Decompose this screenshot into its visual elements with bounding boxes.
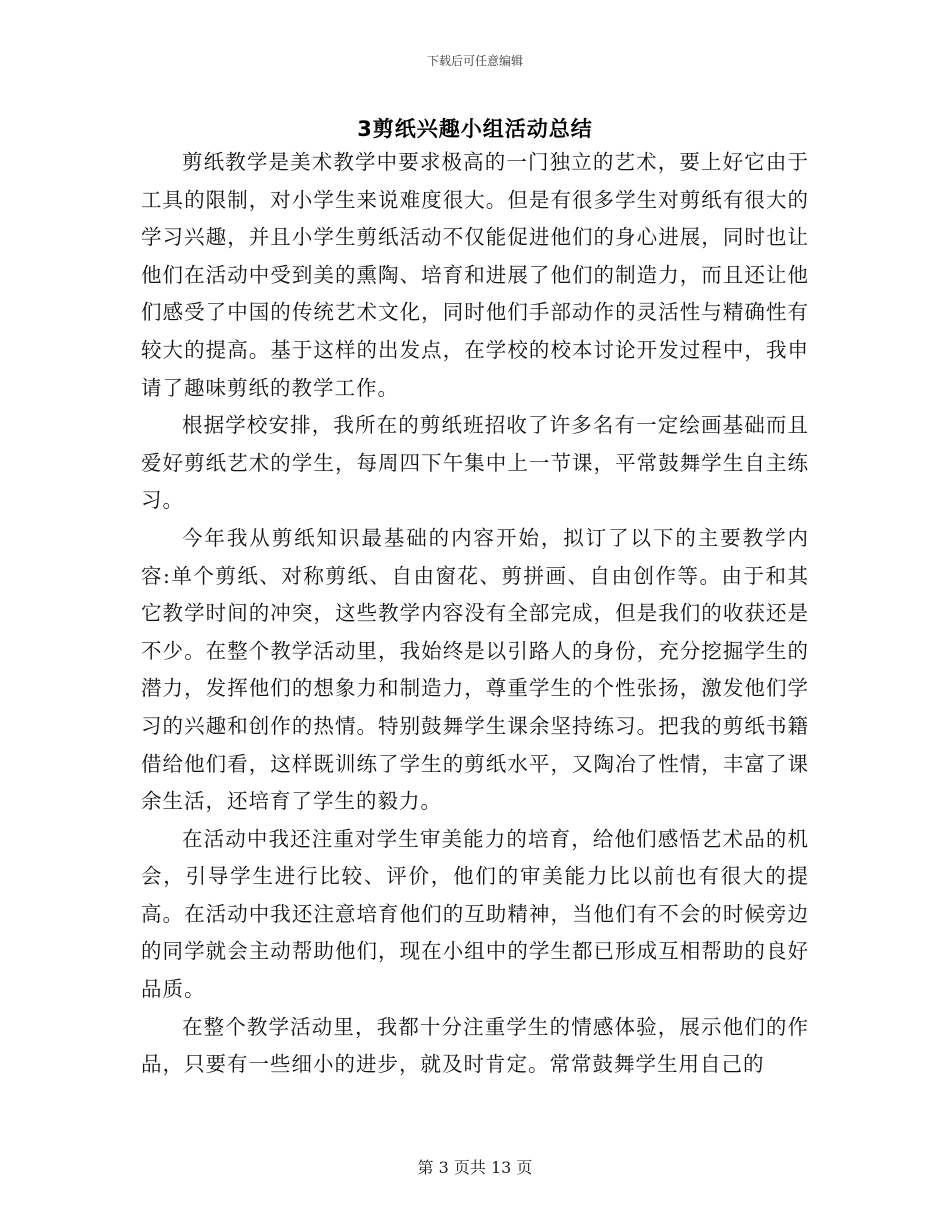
page-number: 第 3 页共 13 页 — [417, 1158, 533, 1177]
page-header-note: 下载后可任意编辑 — [426, 54, 523, 68]
paragraph: 在活动中我还注重对学生审美能力的培育，给他们感悟艺术品的机会，引导学生进行比较、评价，他们的审美能力比以前也有很大的提高。在活动中我还注意培育他们的互助精神，当他们有不会的时候旁边的同学就会主动帮助他们，现在小组中的学生都已形成互相帮助的良好品质。 — [141, 826, 809, 1002]
paragraph: 在整个教学活动里，我都十分注重学生的情感体验，展示他们的作品，只要有一些细小的进步，就及时肯定。常常鼓舞学生用自己的 — [141, 1014, 809, 1077]
document-title: 3剪纸兴趣小组活动总结 — [357, 117, 593, 141]
paragraph: 今年我从剪纸知识最基础的内容开始，拟订了以下的主要教学内容:单个剪纸、对称剪纸、自由窗花、剪拼画、自由创作等。由于和其它教学时间的冲突，这些教学内容没有全部完成，但是我们的收获还是不少。在整个教学活动里，我始终是以引路人的身份，充分挖掘学生的潜力，发挥他们的想象力和制造力，尊重学生的个性张扬，激发他们学习的兴趣和创作的热情。特别鼓舞学生课余坚持练习。把我的剪纸书籍借给他们看，这样既训练了学生的剪纸水平，又陶冶了性情，丰富了课余生活，还培育了学生的毅力。 — [141, 525, 809, 814]
paragraph: 根据学校安排，我所在的剪纸班招收了许多名有一定绘画基础而且爱好剪纸艺术的学生，每周四下午集中上一节课，平常鼓舞学生自主练习。 — [141, 413, 809, 513]
document-body — [141, 144, 809, 1084]
paragraph: 剪纸教学是美术教学中要求极高的一门独立的艺术，要上好它由于工具的限制，对小学生来说难度很大。但是有很多学生对剪纸有很大的学习兴趣，并且小学生剪纸活动不仅能促进他们的身心进展，同时也让他们在活动中受到美的熏陶、培育和进展了他们的制造力，而且还让他们感受了中国的传统艺术文化，同时他们手部动作的灵活性与精确性有较大的提高。基于这样的出发点，在学校的校本讨论开发过程中，我申请了趣味剪纸的教学工作。 — [141, 150, 809, 400]
